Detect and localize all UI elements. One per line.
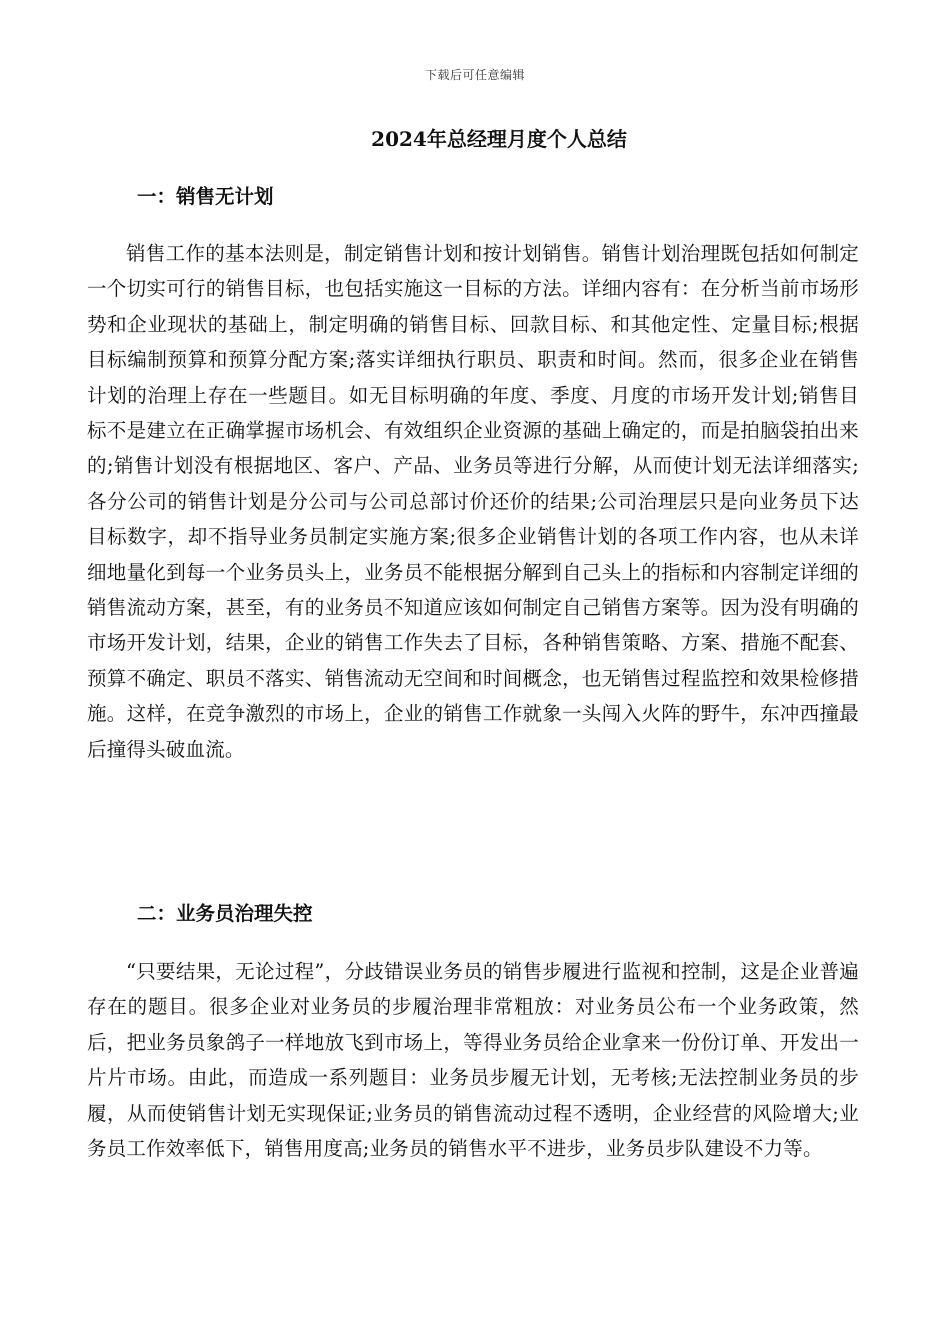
section-paragraph-2: “只要结果，无论过程”，分歧错误业务员的销售步履进行监视和控制，这是企业普遍存在的题目。很多企业对业务员的步履治理非常粗放：对业务员公布一个业务政策，然后，把业务员象鸽子一样地放飞到市场上，等得业务员给企业拿来一份份订单、开发出一片片市场。由此，而造成一系列题目：业务员步履无计划，无考核;无法控制业务员的步履，从而使销售计划无实现保证;业务员的销售流动过程不透明，企业经营的风险增大;业务员工作效率低下，销售用度高;业务员的销售水平不进步，业务员步队建设不力等。 (87, 960, 859, 1161)
section-heading-1: 一：销售无计划 (137, 185, 274, 208)
section-heading-2: 二：业务员治理失控 (137, 902, 313, 925)
document-title: 2024年总经理月度个人总结 (371, 127, 627, 151)
header-note: 下载后可任意编辑 (424, 68, 525, 82)
section-paragraph-1: 销售工作的基本法则是，制定销售计划和按计划销售。销售计划治理既包括如何制定一个切实可行的销售目标，也包括实施这一目标的方法。详细内容有：在分析当前市场形势和企业现状的基础上，制定明确的销售目标、回款目标、和其他定性、定量目标;根据目标编制预算和预算分配方案;落实详细执行职员、职责和时间。然而，很多企业在销售计划的治理上存在一些题目。如无目标明确的年度、季度、月度的市场开发计划;销售目标不是建立在正确掌握市场机会、有效组织企业资源的基础上确定的，而是拍脑袋拍出来的;销售计划没有根据地区、客户、产品、业务员等进行分解，从而使计划无法详细落实;各分公司的销售计划是分公司与公司总部讨价还价的结果;公司治理层只是向业务员下达目标数字，却不指导业务员制定实施方案;很多企业销售计划的各项工作内容，也从未详细地量化到每一个业务员头上，业务员不能根据分解到自己头上的指标和内容制定详细的销售流动方案，甚至，有的业务员不知道应该如何制定自己销售方案等。因为没有明确的市场开发计划，结果，企业的销售工作失去了目标，各种销售策略、方案、措施不配套、预算不确定、职员不落实、销售流动无空间和时间概念，也无销售过程监控和效果检修措施。这样，在竞争激烈的市场上，企业的销售工作就象一头闯入火阵的野牛，东冲西撞最后撞得头破血流。 (87, 242, 859, 761)
